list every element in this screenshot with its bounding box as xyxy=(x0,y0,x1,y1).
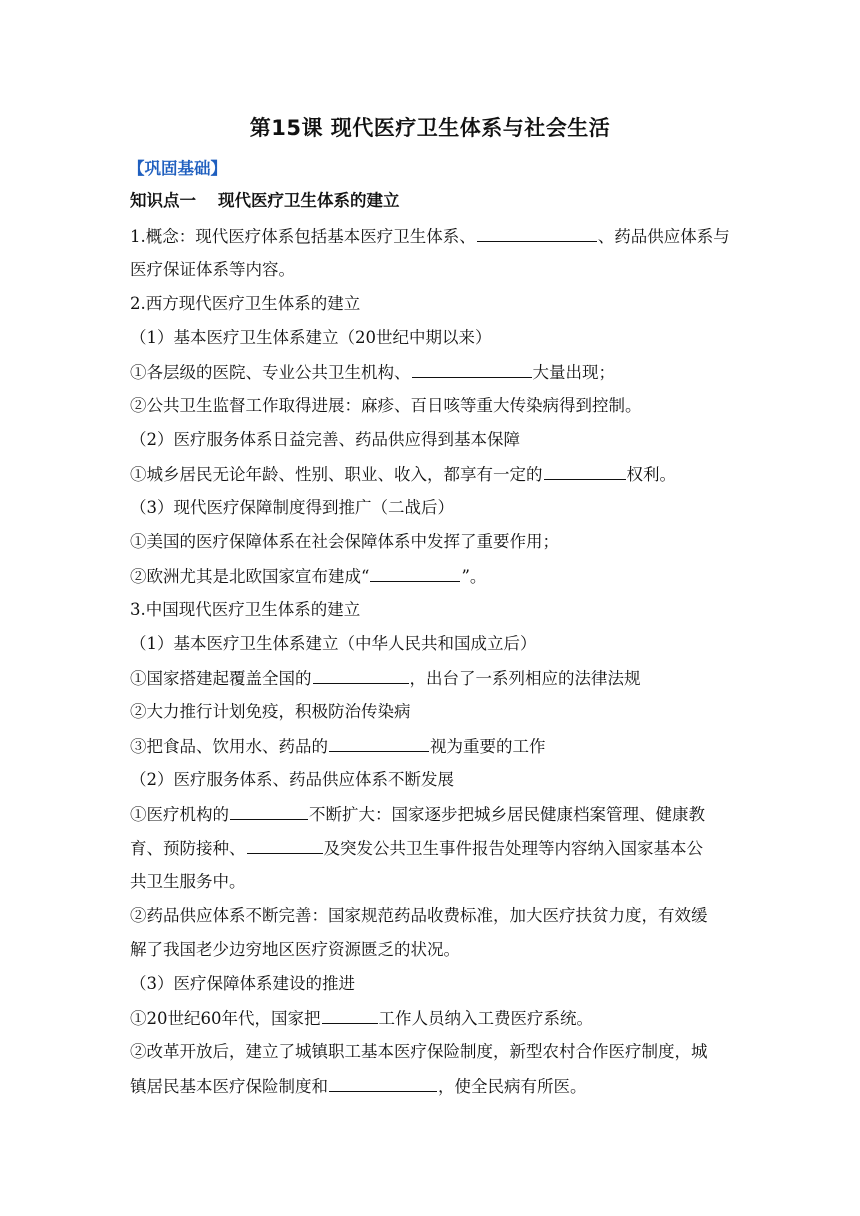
text-line: ②大力推行计划免疫，积极防治传染病 xyxy=(130,702,411,721)
text-line xyxy=(130,361,734,384)
knowledge-point-text: 现代医疗卫生体系的建立 xyxy=(218,191,400,210)
text-line: ②药品供应体系不断完善：国家规范药品收费标准，加大医疗扶贫力度，有效缓 xyxy=(130,906,708,925)
fill-blank[interactable] xyxy=(230,803,308,820)
text-line: （3）现代医疗保障制度得到推广（二战后） xyxy=(130,498,454,517)
text-line: （3）医疗保障体系建设的推进 xyxy=(130,974,355,993)
fill-blank[interactable] xyxy=(313,667,409,684)
text-line xyxy=(130,735,734,758)
fill-blank[interactable] xyxy=(477,225,597,242)
text-line: 解了我国老少边穷地区医疗资源匮乏的状况。 xyxy=(130,940,460,959)
line-text: ①城乡居民无论年龄、性别、职业、收入，都享有一定的 xyxy=(130,465,543,484)
line-text: 镇居民基本医疗保险制度和 xyxy=(130,1077,328,1096)
text-line: ①美国的医疗保障体系在社会保障体系中发挥了重要作用； xyxy=(130,532,559,551)
fill-blank[interactable] xyxy=(329,1075,437,1092)
line-text: ①医疗机构的 xyxy=(130,805,229,824)
section-heading: 【巩固基础】 xyxy=(128,159,227,178)
fill-blank[interactable] xyxy=(412,361,532,378)
text-line xyxy=(130,667,734,690)
text-line: （1）基本医疗卫生体系建立（中华人民共和国成立后） xyxy=(130,634,537,653)
line-text: ③把食品、饮用水、药品的 xyxy=(130,737,328,756)
line-text: ①各层级的医院、专业公共卫生机构、 xyxy=(130,363,411,382)
text-line: ②改革开放后，建立了城镇职工基本医疗保险制度，新型农村合作医疗制度，城 xyxy=(130,1042,708,1061)
fill-blank[interactable] xyxy=(247,837,323,854)
fill-blank[interactable] xyxy=(370,565,460,582)
line-text: ”。 xyxy=(461,567,487,586)
text-line xyxy=(130,565,734,588)
line-text: 1.概念：现代医疗体系包括基本医疗卫生体系、 xyxy=(130,227,476,246)
text-line: ②公共卫生监督工作取得进展：麻疹、百日咳等重大传染病得到控制。 xyxy=(130,396,642,415)
line-text: ①国家搭建起覆盖全国的 xyxy=(130,669,312,688)
line-text: ①20世纪60年代，国家把 xyxy=(130,1009,321,1028)
text-line xyxy=(130,837,734,860)
text-line xyxy=(130,803,734,826)
line-text: 视为重要的工作 xyxy=(430,737,546,756)
text-line xyxy=(130,463,734,486)
line-text: ②欧洲尤其是北欧国家宣布建成“ xyxy=(130,567,370,586)
text-line xyxy=(130,1075,734,1098)
fill-blank[interactable] xyxy=(322,1007,378,1024)
text-line: 3.中国现代医疗卫生体系的建立 xyxy=(130,600,361,619)
line-text: ，出台了一系列相应的法律法规 xyxy=(409,669,641,688)
line-text: 权利。 xyxy=(626,465,676,484)
line-text: 不断扩大：国家逐步把城乡居民健康档案管理、健康教 xyxy=(309,805,705,824)
line-text: ，使全民病有所医。 xyxy=(438,1077,587,1096)
fill-blank[interactable] xyxy=(329,735,429,752)
text-line: （2）医疗服务体系、药品供应体系不断发展 xyxy=(130,770,454,789)
text-line: 医疗保证体系等内容。 xyxy=(130,260,295,279)
text-line xyxy=(130,1007,734,1030)
text-line: （2）医疗服务体系日益完善、药品供应得到基本保障 xyxy=(130,430,520,449)
fill-blank[interactable] xyxy=(544,463,626,480)
text-line: （1）基本医疗卫生体系建立（20世纪中期以来） xyxy=(130,328,492,347)
line-text: 、药品供应体系与 xyxy=(597,227,730,246)
knowledge-point-heading xyxy=(130,187,400,211)
page-title: 第15课 现代医疗卫生体系与社会生活 xyxy=(249,116,611,140)
text-line xyxy=(130,225,734,248)
line-text: 育、预防接种、 xyxy=(130,839,246,858)
text-line: 2.西方现代医疗卫生体系的建立 xyxy=(130,294,361,313)
line-text: 大量出现； xyxy=(532,363,615,382)
line-text: 及突发公共卫生事件报告处理等内容纳入国家基本公 xyxy=(323,839,703,858)
text-line: 共卫生服务中。 xyxy=(130,872,246,891)
knowledge-point-label: 知识点一 xyxy=(130,191,196,210)
line-text: 工作人员纳入工费医疗系统。 xyxy=(378,1009,593,1028)
